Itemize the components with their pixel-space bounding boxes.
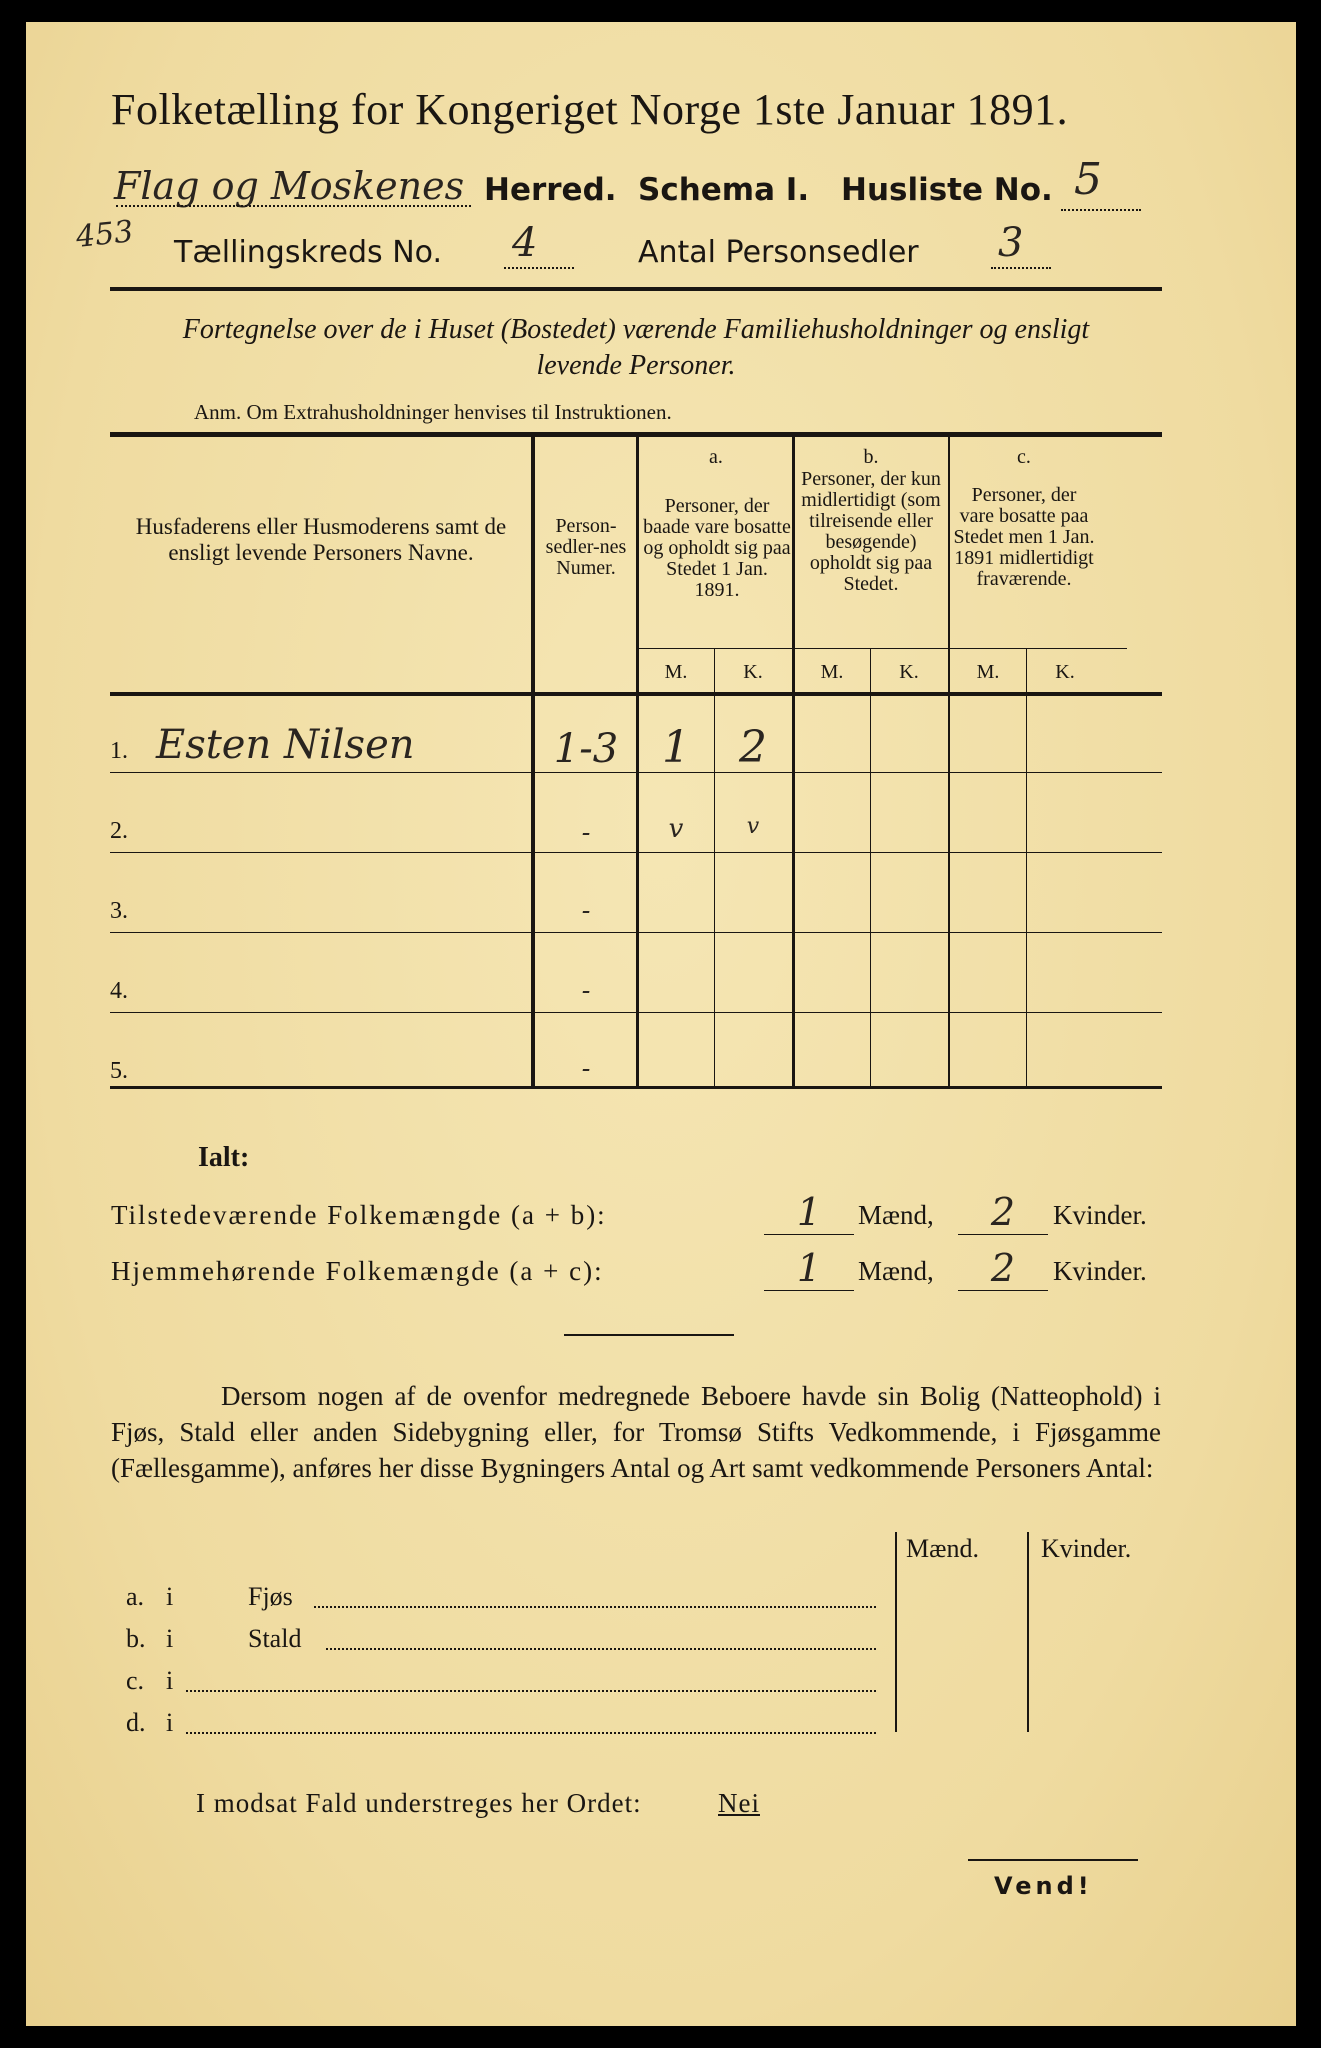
bolig-item-label: Fjøs [248,1582,293,1611]
herred-dotted-line [116,205,471,207]
row-a-m: 1 [662,722,690,773]
row-a-m: v [668,814,684,844]
row-number: 3. [110,898,128,924]
hjemme-kvinder-value: 2 [990,1246,1016,1290]
row-numer: - [581,976,591,1006]
row-numer: - [581,1054,591,1084]
personsedler-label: Antal Personsedler [638,235,919,270]
vend-rule [968,1859,1138,1861]
row-a-k: v [746,814,760,839]
row-number: 4. [110,978,128,1004]
row-sep-3 [110,932,1162,933]
c-m-header: M. [976,661,1000,683]
margin-number: 453 [74,214,135,255]
vline-a-mk [714,648,715,1088]
tilstede-kvinder-line [958,1234,1048,1235]
col-a-letter: a. [709,446,723,468]
row-sep-1 [110,772,1162,773]
row-number: 1. [110,738,128,764]
vline-b [948,434,950,1088]
hjemme-maend-value: 1 [796,1246,822,1290]
col-header-b: Personer, der kun midlertidigt (som tilreisende eller besøgende) opholdt sig paa Stedet. [801,468,941,595]
bolig-paragraph: Dersom nogen af de ovenfor medregnede Beboere havde sin Bolig (Natteophold) i Fjøs, Stald eller anden Sidebygning eller, for Tromsø Stifts Vedkommende, i Fjøsgamme (Fællesgamme), anføres her disse Bygningers Antal og Art samt vedkommende Personers Antal: [111,1381,1161,1483]
hjemme-kvinder-label: Kvinder. [1053,1256,1147,1286]
col-header-a: Personer, der baade vare bosatte og opholdt sig paa Stedet 1 Jan. 1891. [643,495,791,601]
anm-note: Anm. Om Extrahusholdninger henvises til Instruktionen. [194,400,672,424]
row-sep-4 [110,1012,1162,1013]
tilstede-label: Tilstedeværende Folkemængde (a + b): [111,1200,607,1230]
header-rule [110,287,1162,291]
a-k-header: K. [743,661,763,683]
section-divider [564,1334,734,1336]
col-header-numer: Person-sedler-nes Numer. [545,515,627,579]
bolig-item-letter: a. [126,1582,145,1611]
col-header-c: Personer, der vare bosatte paa Stedet men 1 Jan. 1891 midlertidigt fraværende. [953,484,1095,590]
bolig-item-letter: d. [126,1708,146,1737]
vline-a [792,434,795,1088]
hjemme-label: Hjemmehørende Folkemængde (a + c): [111,1256,604,1286]
subtitle-line2: levende Personer. [536,350,736,381]
col-c-letter: c. [1017,446,1031,468]
modsat-text: I modsat Fald understreges her Ordet: [196,1788,642,1818]
tilstede-maend-value: 1 [796,1190,822,1234]
c-k-header: K. [1055,661,1075,683]
bolig-item-dots [326,1648,876,1650]
row-numer: 1-3 [553,726,619,772]
husliste-dotted-line [1061,209,1141,211]
bolig-vline-2 [1027,1532,1029,1732]
herred-handwritten: Flag og Moskenes [114,164,465,208]
row-numer: - [581,896,591,926]
kreds-dotted-line [504,267,574,269]
personsedler-dotted-line [991,267,1051,269]
col-header-names: Husfaderens eller Husmoderens samt de ensligt levende Personers Navne. [135,514,507,565]
b-m-header: M. [820,661,844,683]
bolig-item-dots [186,1732,876,1734]
bolig-item-i: i [166,1624,174,1653]
bolig-item-dots [314,1606,876,1608]
kreds-label: Tællingskreds No. [174,235,442,270]
bolig-item-letter: b. [126,1624,146,1653]
tilstede-kvinder-label: Kvinder. [1053,1200,1147,1230]
form-title: Folketælling for Kongeriget Norge 1ste Januar 1891. [111,85,1069,134]
a-m-header: M. [664,661,688,683]
row-a-k: 2 [739,722,767,773]
tilstede-maend-line [764,1234,854,1235]
husliste-label: Husliste No. [841,172,1053,208]
col-b-letter: b. [863,446,879,468]
row-numer: - [581,818,591,848]
schema-label: Schema I. [638,172,810,208]
vend-label: Vend! [994,1872,1093,1900]
bolig-vline-1 [895,1532,897,1732]
bolig-item-label: Stald [248,1624,302,1653]
vline-names [531,434,535,1088]
modsat-word: Nei [718,1788,760,1818]
hjemme-maend-line [764,1290,854,1291]
census-form-page [26,22,1296,2026]
vline-b-mk [870,648,871,1088]
kreds-value: 4 [512,220,538,266]
bolig-item-dots [186,1690,876,1692]
bolig-kvinder-header: Kvinder. [1041,1534,1132,1563]
mk-subheader-rule [637,648,1127,649]
husliste-value: 5 [1074,154,1102,205]
row-number: 5. [110,1058,128,1084]
hjemme-kvinder-line [958,1290,1048,1291]
bolig-item-i: i [166,1582,174,1611]
personsedler-value: 3 [998,220,1024,266]
bolig-maend-header: Mænd. [906,1534,979,1563]
tilstede-maend-label: Mænd, [858,1200,934,1230]
row-name: Esten Nilsen [156,722,415,768]
row-number: 2. [110,818,128,844]
ialt-label: Ialt: [198,1142,250,1173]
tilstede-kvinder-value: 2 [990,1190,1016,1234]
vline-c-mk [1026,648,1027,1088]
subtitle-line1: Fortegnelse over de i Huset (Bostedet) værende Familiehusholdninger og ensligt [182,314,1090,345]
bolig-item-letter: c. [126,1666,145,1695]
row-sep-2 [110,852,1162,853]
bolig-item-i: i [166,1666,174,1695]
herred-label: Herred. [484,172,617,208]
hjemme-maend-label: Mænd, [858,1256,934,1286]
b-k-header: K. [899,661,919,683]
bolig-item-i: i [166,1708,174,1737]
